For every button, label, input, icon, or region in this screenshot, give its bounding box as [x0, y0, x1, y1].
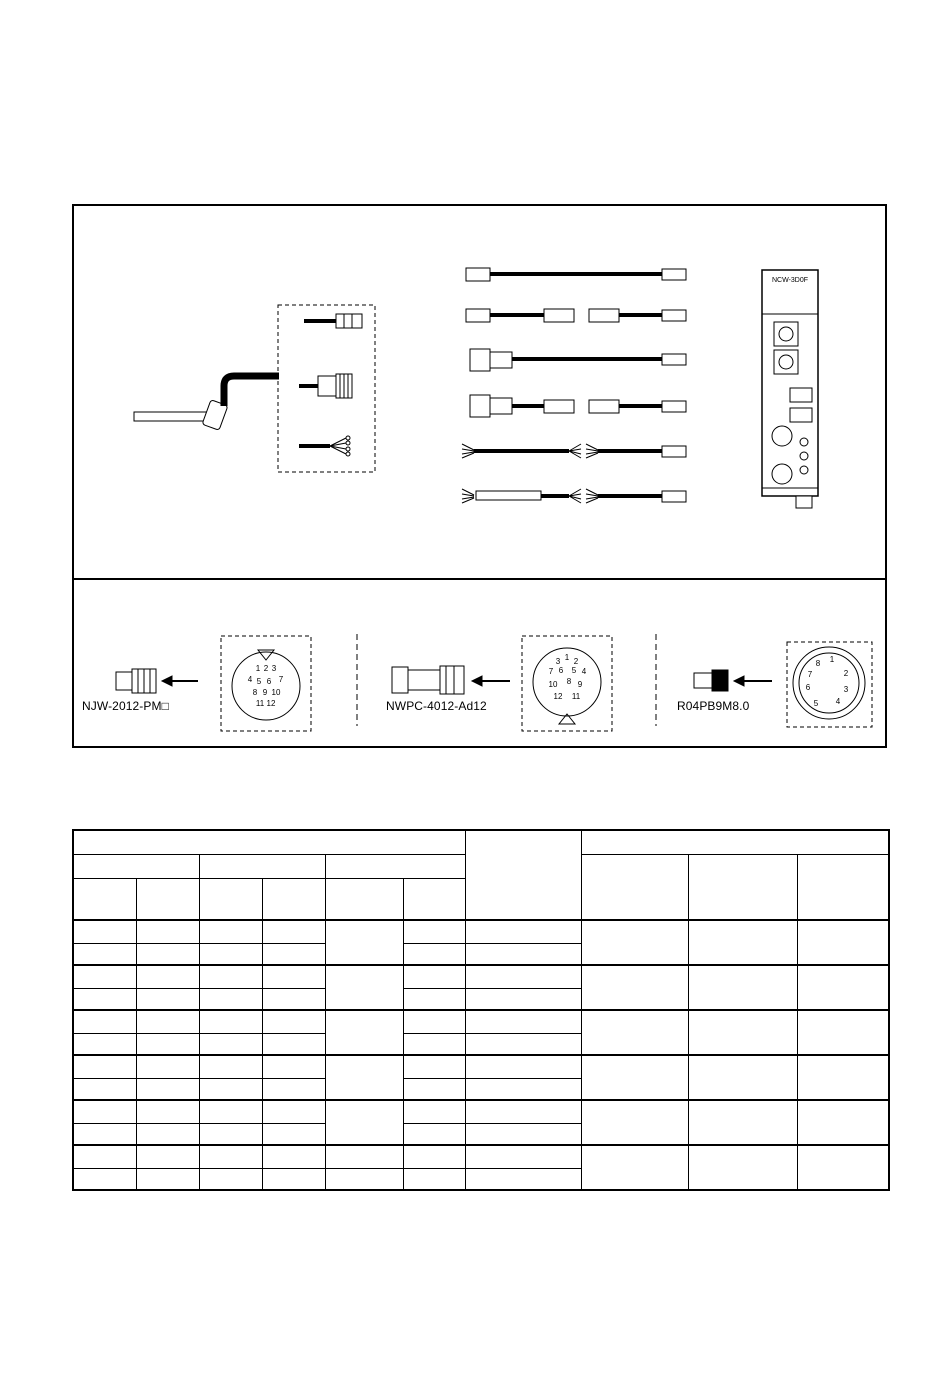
pin-number: 7 [807, 670, 813, 679]
table-row [73, 1100, 889, 1123]
pin-number: 8 [815, 659, 821, 668]
controller-unit-icon [762, 270, 818, 508]
connector-njw-icon [116, 669, 156, 693]
system-diagram-frame [72, 204, 887, 748]
pin-number: 5 [256, 677, 262, 686]
pin-number: 7 [548, 667, 554, 676]
pin-number: 1 [829, 655, 835, 664]
table-row [73, 1055, 889, 1078]
connector-label-nwpc: NWPC-4012-Ad12 [386, 699, 487, 713]
pin-number: 3 [843, 685, 849, 694]
arrow-left-icon [162, 676, 198, 686]
connector-nwpc-icon [392, 666, 464, 694]
spec-table [72, 829, 890, 1191]
pin-number: 4 [835, 697, 841, 706]
controller-model-text: NCW-3D0F [771, 277, 809, 284]
connector-label-r04pb: R04PB9M8.0 [677, 699, 750, 713]
pin-number: 6 [266, 677, 272, 686]
table-row [73, 1010, 889, 1033]
table-header-row [73, 830, 889, 854]
pin-number: 3 [271, 664, 277, 673]
cable-end-connector-large-icon [299, 374, 352, 398]
system-diagram [74, 206, 885, 746]
pin-number: 2 [263, 664, 269, 673]
pin-number: 10 [548, 680, 558, 689]
table-row [73, 965, 889, 988]
extension-cable-5 [462, 444, 686, 458]
pin-number: 1 [564, 653, 570, 662]
pin-number: 3 [555, 657, 561, 666]
pin-number: 12 [553, 692, 563, 701]
extension-cable-2 [466, 309, 686, 322]
table-row [73, 1145, 889, 1168]
extension-cable-1 [466, 268, 686, 281]
pin-number: 5 [571, 666, 577, 675]
sensor-probe-icon [134, 376, 279, 430]
pin-number: 9 [577, 680, 583, 689]
pin-number: 11 [255, 699, 265, 708]
pin-number: 8 [252, 688, 258, 697]
extension-cable-6 [462, 489, 686, 503]
pin-number: 6 [558, 666, 564, 675]
pin-number: 1 [255, 664, 261, 673]
arrow-left-icon [472, 676, 510, 686]
cable-end-connector-small-icon [304, 314, 362, 328]
pin-number: 6 [805, 683, 811, 692]
pin-number: 4 [581, 667, 587, 676]
arrow-left-icon [734, 676, 772, 686]
pin-number: 2 [843, 669, 849, 678]
pin-number: 8 [566, 677, 572, 686]
table-row [73, 920, 889, 943]
connector-label-njw: NJW-2012-PM□ [82, 699, 169, 713]
pin-number: 12 [266, 699, 276, 708]
pin-number: 5 [813, 699, 819, 708]
pin-number: 4 [247, 675, 253, 684]
cable-end-bare-wires-icon [299, 436, 350, 456]
pin-number: 7 [278, 675, 284, 684]
pin-number: 2 [573, 657, 579, 666]
diagram-divider [74, 578, 885, 580]
extension-cable-3 [470, 349, 686, 371]
pin-number: 11 [571, 692, 581, 701]
extension-cable-4 [470, 395, 686, 417]
connector-r04pb-icon [694, 670, 728, 691]
pin-number: 10 [271, 688, 281, 697]
pin-number: 9 [262, 688, 268, 697]
